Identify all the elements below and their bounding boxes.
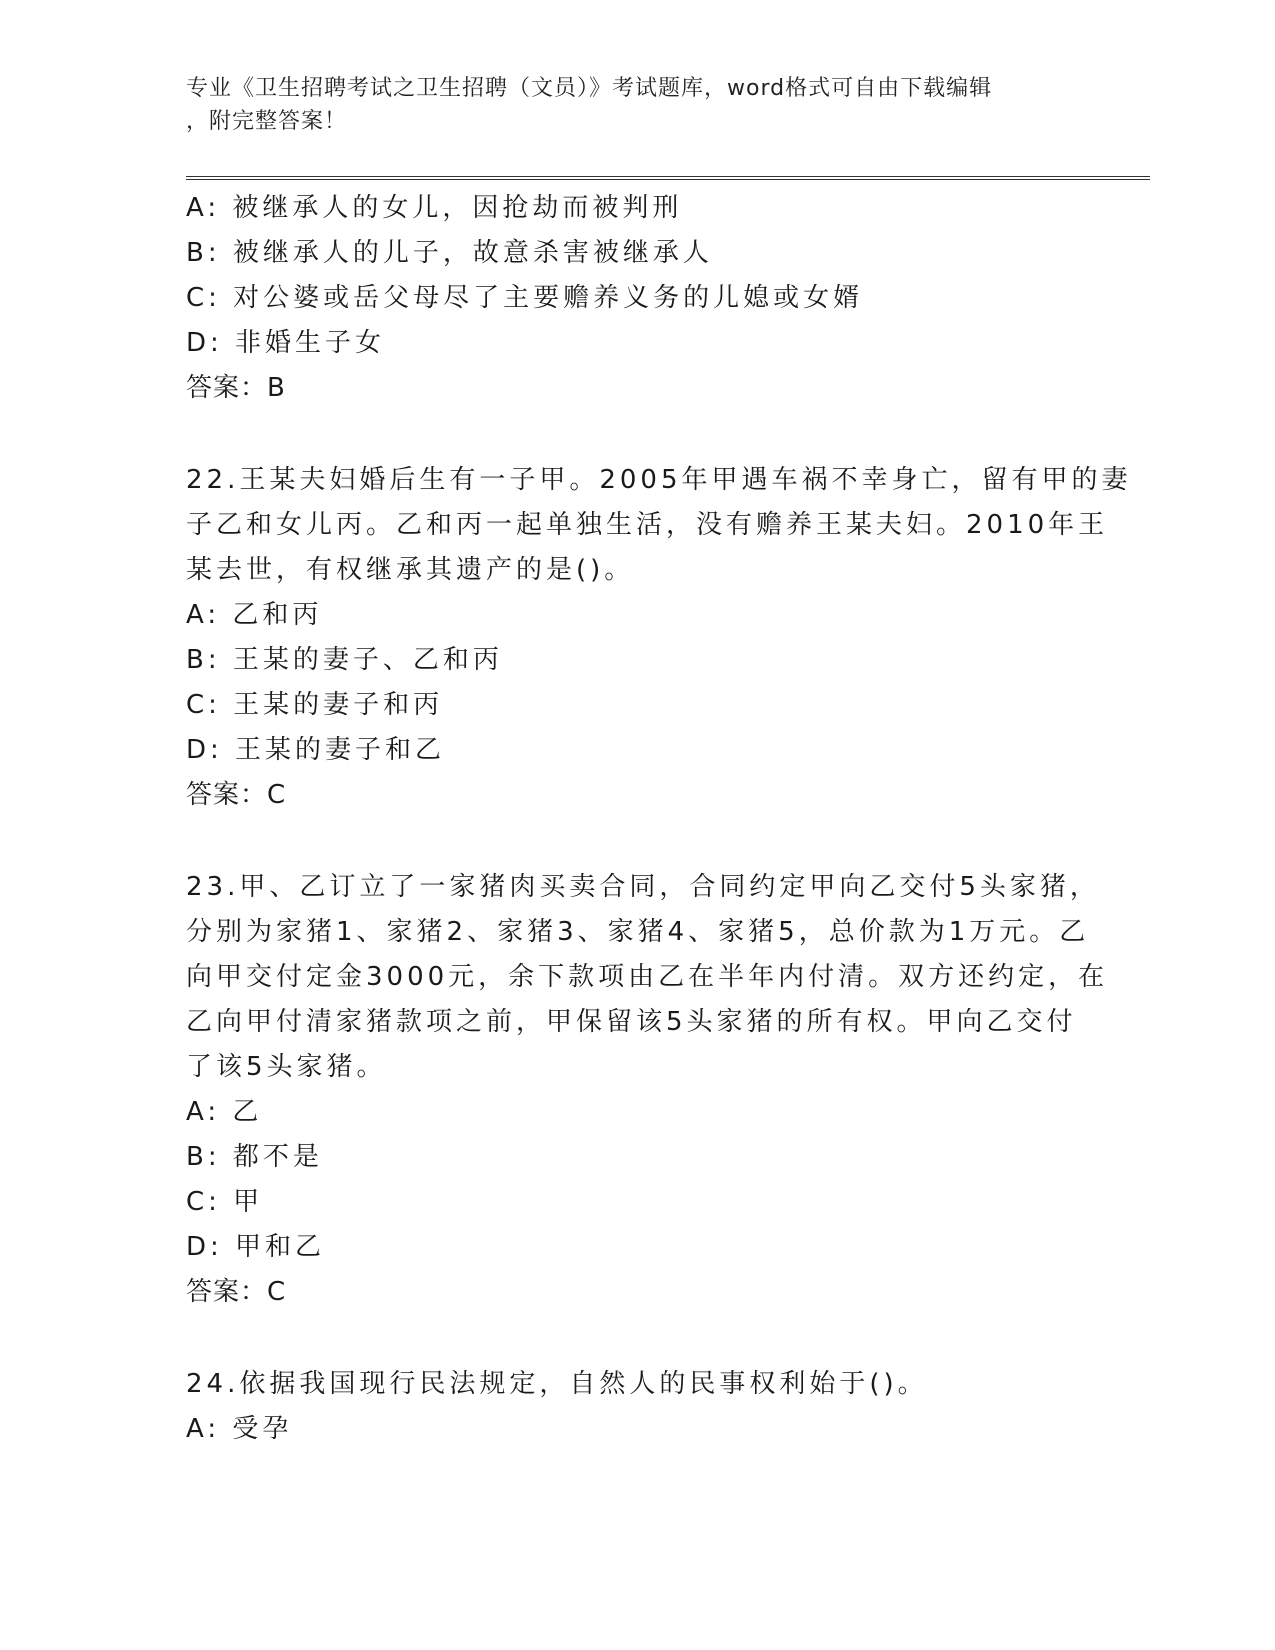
question-stem-line: 分别为家猪1、家猪2、家猪3、家猪4、家猪5，总价款为1万元。乙 [186, 917, 1090, 947]
header-divider [186, 176, 1150, 180]
answer: 答案：C [186, 1277, 287, 1307]
question-stem-line: 23.甲、乙订立了一家猪肉买卖合同，合同约定甲向乙交付5头家猪， [186, 872, 1100, 902]
option-b: B: 都不是 [186, 1142, 323, 1172]
question-stem-line: 了该5头家猪。 [186, 1052, 387, 1082]
question-stem-line: 24.依据我国现行民法规定，自然人的民事权利始于()。 [186, 1369, 928, 1399]
option-c: C: 甲 [186, 1187, 264, 1217]
document-header [186, 72, 1066, 138]
header-line-2: ，附完整答案！ [186, 109, 348, 134]
option-d: D: 王某的妻子和乙 [186, 735, 446, 765]
question-stem-line: 乙向甲付清家猪款项之前，甲保留该5头家猪的所有权。甲向乙交付 [186, 1007, 1077, 1037]
question-stem-line: 向甲交付定金3000元，余下款项由乙在半年内付清。双方还约定，在 [186, 962, 1109, 992]
option-a: A: 乙 [186, 1097, 263, 1127]
option-d: D: 非婚生子女 [186, 328, 386, 358]
question-list [186, 186, 1132, 1452]
question-stem-line: 某去世，有权继承其遗产的是()。 [186, 555, 635, 585]
question-21-tail [186, 186, 1086, 411]
option-c: C: 王某的妻子和丙 [186, 690, 444, 720]
option-a: A: 被继承人的女儿，因抢劫而被判刑 [186, 193, 683, 223]
option-b: B: 王某的妻子、乙和丙 [186, 645, 503, 675]
question-23 [186, 865, 1109, 1315]
option-d: D: 甲和乙 [186, 1232, 326, 1262]
option-c: C: 对公婆或岳父母尽了主要赡养义务的儿媳或女婿 [186, 283, 864, 313]
question-stem-line: 子乙和女儿丙。乙和丙一起单独生活，没有赡养王某夫妇。2010年王 [186, 510, 1109, 540]
question-22 [186, 458, 1132, 818]
answer: 答案：C [186, 780, 287, 810]
option-a: A: 受孕 [186, 1414, 293, 1444]
option-a: A: 乙和丙 [186, 600, 323, 630]
question-24 [186, 1362, 1086, 1452]
answer: 答案：B [186, 373, 286, 403]
header-line-1: 专业《卫生招聘考试之卫生招聘（文员）》考试题库，word格式可自由下载编辑 [186, 76, 993, 101]
question-stem-line: 22.王某夫妇婚后生有一子甲。2005年甲遇车祸不幸身亡，留有甲的妻 [186, 465, 1132, 495]
option-b: B: 被继承人的儿子，故意杀害被继承人 [186, 238, 713, 268]
